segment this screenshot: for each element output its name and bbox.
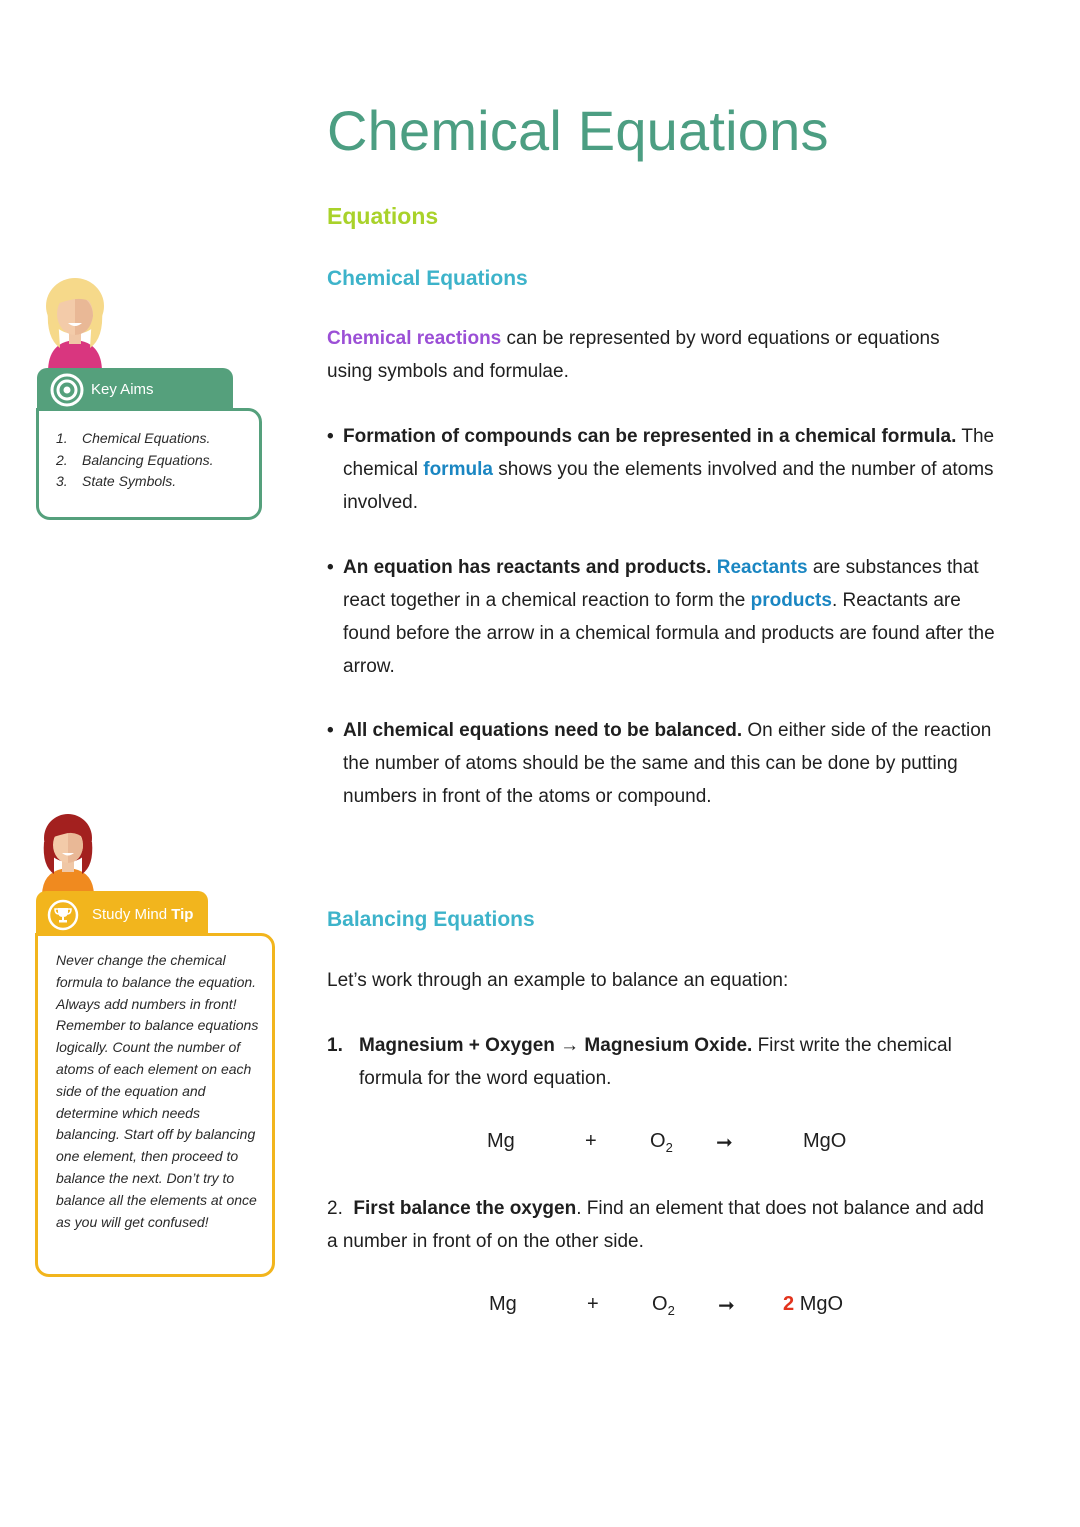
step-1: 1. Magnesium + Oxygen → Magnesium Oxide. First write the chemical formula for the word equation. — [327, 1035, 952, 1089]
key-aims-item: 2. Balancing Equations. — [56, 451, 214, 468]
keyword-chemical-reactions: Chemical reactions — [327, 328, 502, 349]
girl-avatar-redhead — [38, 812, 98, 896]
section-heading-equations: Equations — [327, 203, 439, 229]
equation1-reactant-o2: $O_2$ — [650, 1130, 673, 1155]
equation2-product: 2 MgO — [783, 1293, 844, 1315]
target-icon — [50, 373, 84, 407]
page-title: Chemical Equations — [327, 99, 829, 162]
tip-title: Study Mind Tip — [92, 906, 194, 923]
equation1-product-mgo: MgO — [803, 1130, 847, 1152]
equation2-coefficient: 2 — [783, 1293, 795, 1315]
keyword-reactants: Reactants — [716, 557, 808, 578]
keyword-formula: formula — [423, 459, 493, 480]
bullet-balanced: • All chemical equations need to be balanced. On either side of the reaction the number of atoms should be the same and this can be done by putting numbers in front of the atoms or compound. — [327, 720, 992, 807]
equation2-plus: + — [587, 1293, 599, 1315]
key-aims-item: 3. State Symbols. — [56, 473, 177, 489]
equation1-reactant-mg: Mg — [487, 1130, 515, 1152]
keyword-products: products — [750, 590, 832, 611]
key-aims-item: 1. Chemical Equations. — [56, 430, 211, 446]
balancing-intro: Let’s work through an example to balance an equation: — [327, 970, 789, 991]
subsection-heading-balancing: Balancing Equations — [327, 908, 535, 931]
equation1-arrow-icon: ➞ — [716, 1132, 733, 1154]
trophy-icon — [47, 899, 79, 931]
bullet-formation: • Formation of compounds can be represented in a chemical formula. The chemical formula shows you the elements involved and the number of atoms involved. — [327, 426, 995, 513]
equation2-reactant-o2: $O_2$ — [652, 1293, 675, 1318]
bullet-reactants-products: • An equation has reactants and products. Reactants are substances that react together in a chemical reaction to form the products. Reactants are found before the arrow in a chemical formula and products are found after the arrow. — [327, 557, 995, 677]
intro-paragraph: Chemical reactions can be represented by word equations or equations using symbols and formulae. — [327, 328, 940, 382]
equation1-plus: + — [585, 1130, 597, 1152]
equation2-arrow-icon: ➞ — [718, 1295, 735, 1317]
key-aims-title: Key Aims — [91, 381, 154, 398]
subsection-heading-chemical-equations: Chemical Equations — [327, 267, 528, 290]
step-2: 2. First balance the oxygen. Find an element that does not balance and add a number in front of on the other side. — [327, 1198, 984, 1252]
key-aims-list — [56, 428, 214, 493]
tip-text: Never change the chemical formula to balance the equation. Always add numbers in front! Remember to balance equations logically. Count the number of atoms of each element on each side of the equation and determine which needs balancing. Start off by balancing one element, then proceed to balance the next. Don’t try to balance all the elements at once as you will get confused! — [56, 952, 259, 1230]
girl-avatar-blonde — [40, 276, 110, 372]
equation2-reactant-mg: Mg — [489, 1293, 517, 1315]
